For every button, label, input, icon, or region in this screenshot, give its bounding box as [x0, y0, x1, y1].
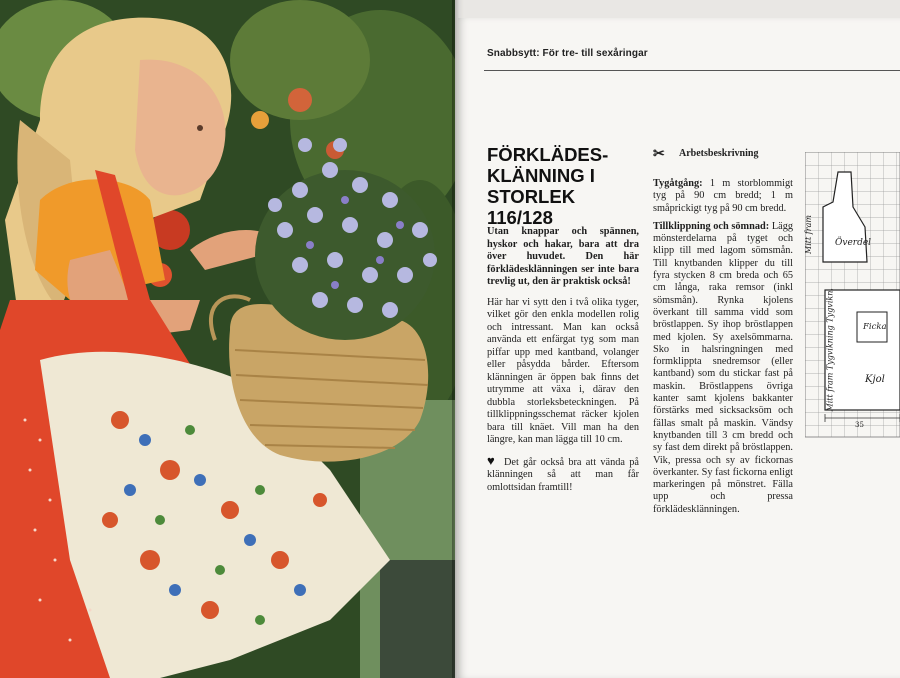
label-overdel: Överdel: [835, 238, 872, 248]
lead-paragraph: Utan knappar och spännen, hyskor och hakar, bara att dra över huvudet. Den här förklädesklänningen ser inte bara trevlig ut, den är praktisk också!: [487, 226, 639, 287]
cutting-paragraph: [653, 221, 793, 516]
header-rule: [484, 70, 900, 71]
fabric-text: 1 m storblommigt tyg på 90 cm bredd; 1 m småprickigt tyg på 90 cm bredd.: [653, 178, 793, 214]
cutting-label: Tillklippning och sömnad:: [653, 220, 770, 232]
text-page: [458, 18, 900, 678]
pattern-grid: [805, 152, 900, 452]
title-line-2: KLÄNNING I: [487, 165, 595, 186]
fabric-paragraph: [653, 178, 793, 215]
tip-paragraph: [487, 452, 639, 495]
cutting-text: Lägg mönsterdelarna på tyget och klipp till med lagom sömsmån. Till knytbanden klipper du till fyra stycken 8 cm breda och 65 cm långa, raka remsor (inkl sömsmån). Rynka kjolens överkant till samma vidd som bröstlappen. Sy ihop bröstlappen med kjolen. Sy axelsömmarna. Sko in halsringningen med formklippta snedremsor (eller kantband) som du stickar fast på maskin. Bröstlappens övriga kanter samt kjolens bakkanter förstärks med sicksacksöm och fällas smalt på maskin. Vändsy knytbanden till 3 cm bredd och sy fast dem direkt på bröstlappen. Vik, pressa och sy av fickornas överkanter. Sy fast fickorna enligt markeringen på mönstret. Fälla upp och pressa förklädesklänningen.: [653, 220, 793, 515]
scissors-icon: ✂: [653, 147, 665, 162]
body-paragraph: Här har vi sytt den i två olika tyger, vilket gör den enkla modellen rolig och intressant. Man kan också använda ett enfärgat tyg som man piffar upp med kantband, volanger eller påsydda bårder. Eftersom klänningen är öppen bak finns det utrymme att växa i, därav den dubbla storleksbeteckningen. På tillklippningsschemat räcker kjolen bara till knäet. Vill man ha den längre, kan man lägga till 10 cm.: [487, 296, 639, 445]
article-title: [487, 144, 627, 228]
title-line-1: FÖRKLÄDES-: [487, 144, 609, 165]
instructions-heading-text: Arbetsbeskrivning: [679, 148, 759, 159]
label-kjol: Kjol: [865, 374, 885, 385]
label-ficka: Ficka: [863, 322, 887, 332]
heart-icon: ♥: [487, 452, 495, 468]
label-fold-bodice: Mitt fram: [803, 215, 813, 254]
title-line-3: STORLEK 116/128: [487, 186, 576, 228]
intro-column: [487, 226, 639, 502]
tip-text: Det går också bra att vända på klänningen så att man får omlottsidan framtill!: [487, 456, 639, 493]
instructions-heading: [653, 146, 793, 163]
instructions-column: [653, 178, 793, 522]
running-head: Snabbsytt: För tre- till sexåringar: [487, 48, 648, 59]
cutting-pattern-diagram: [805, 152, 900, 452]
fabric-label: Tygåtgång:: [653, 178, 703, 189]
label-fold-skirt: Mitt fram Tygvikning Tygvikn.: [825, 288, 835, 412]
label-scale: 35: [855, 421, 864, 429]
